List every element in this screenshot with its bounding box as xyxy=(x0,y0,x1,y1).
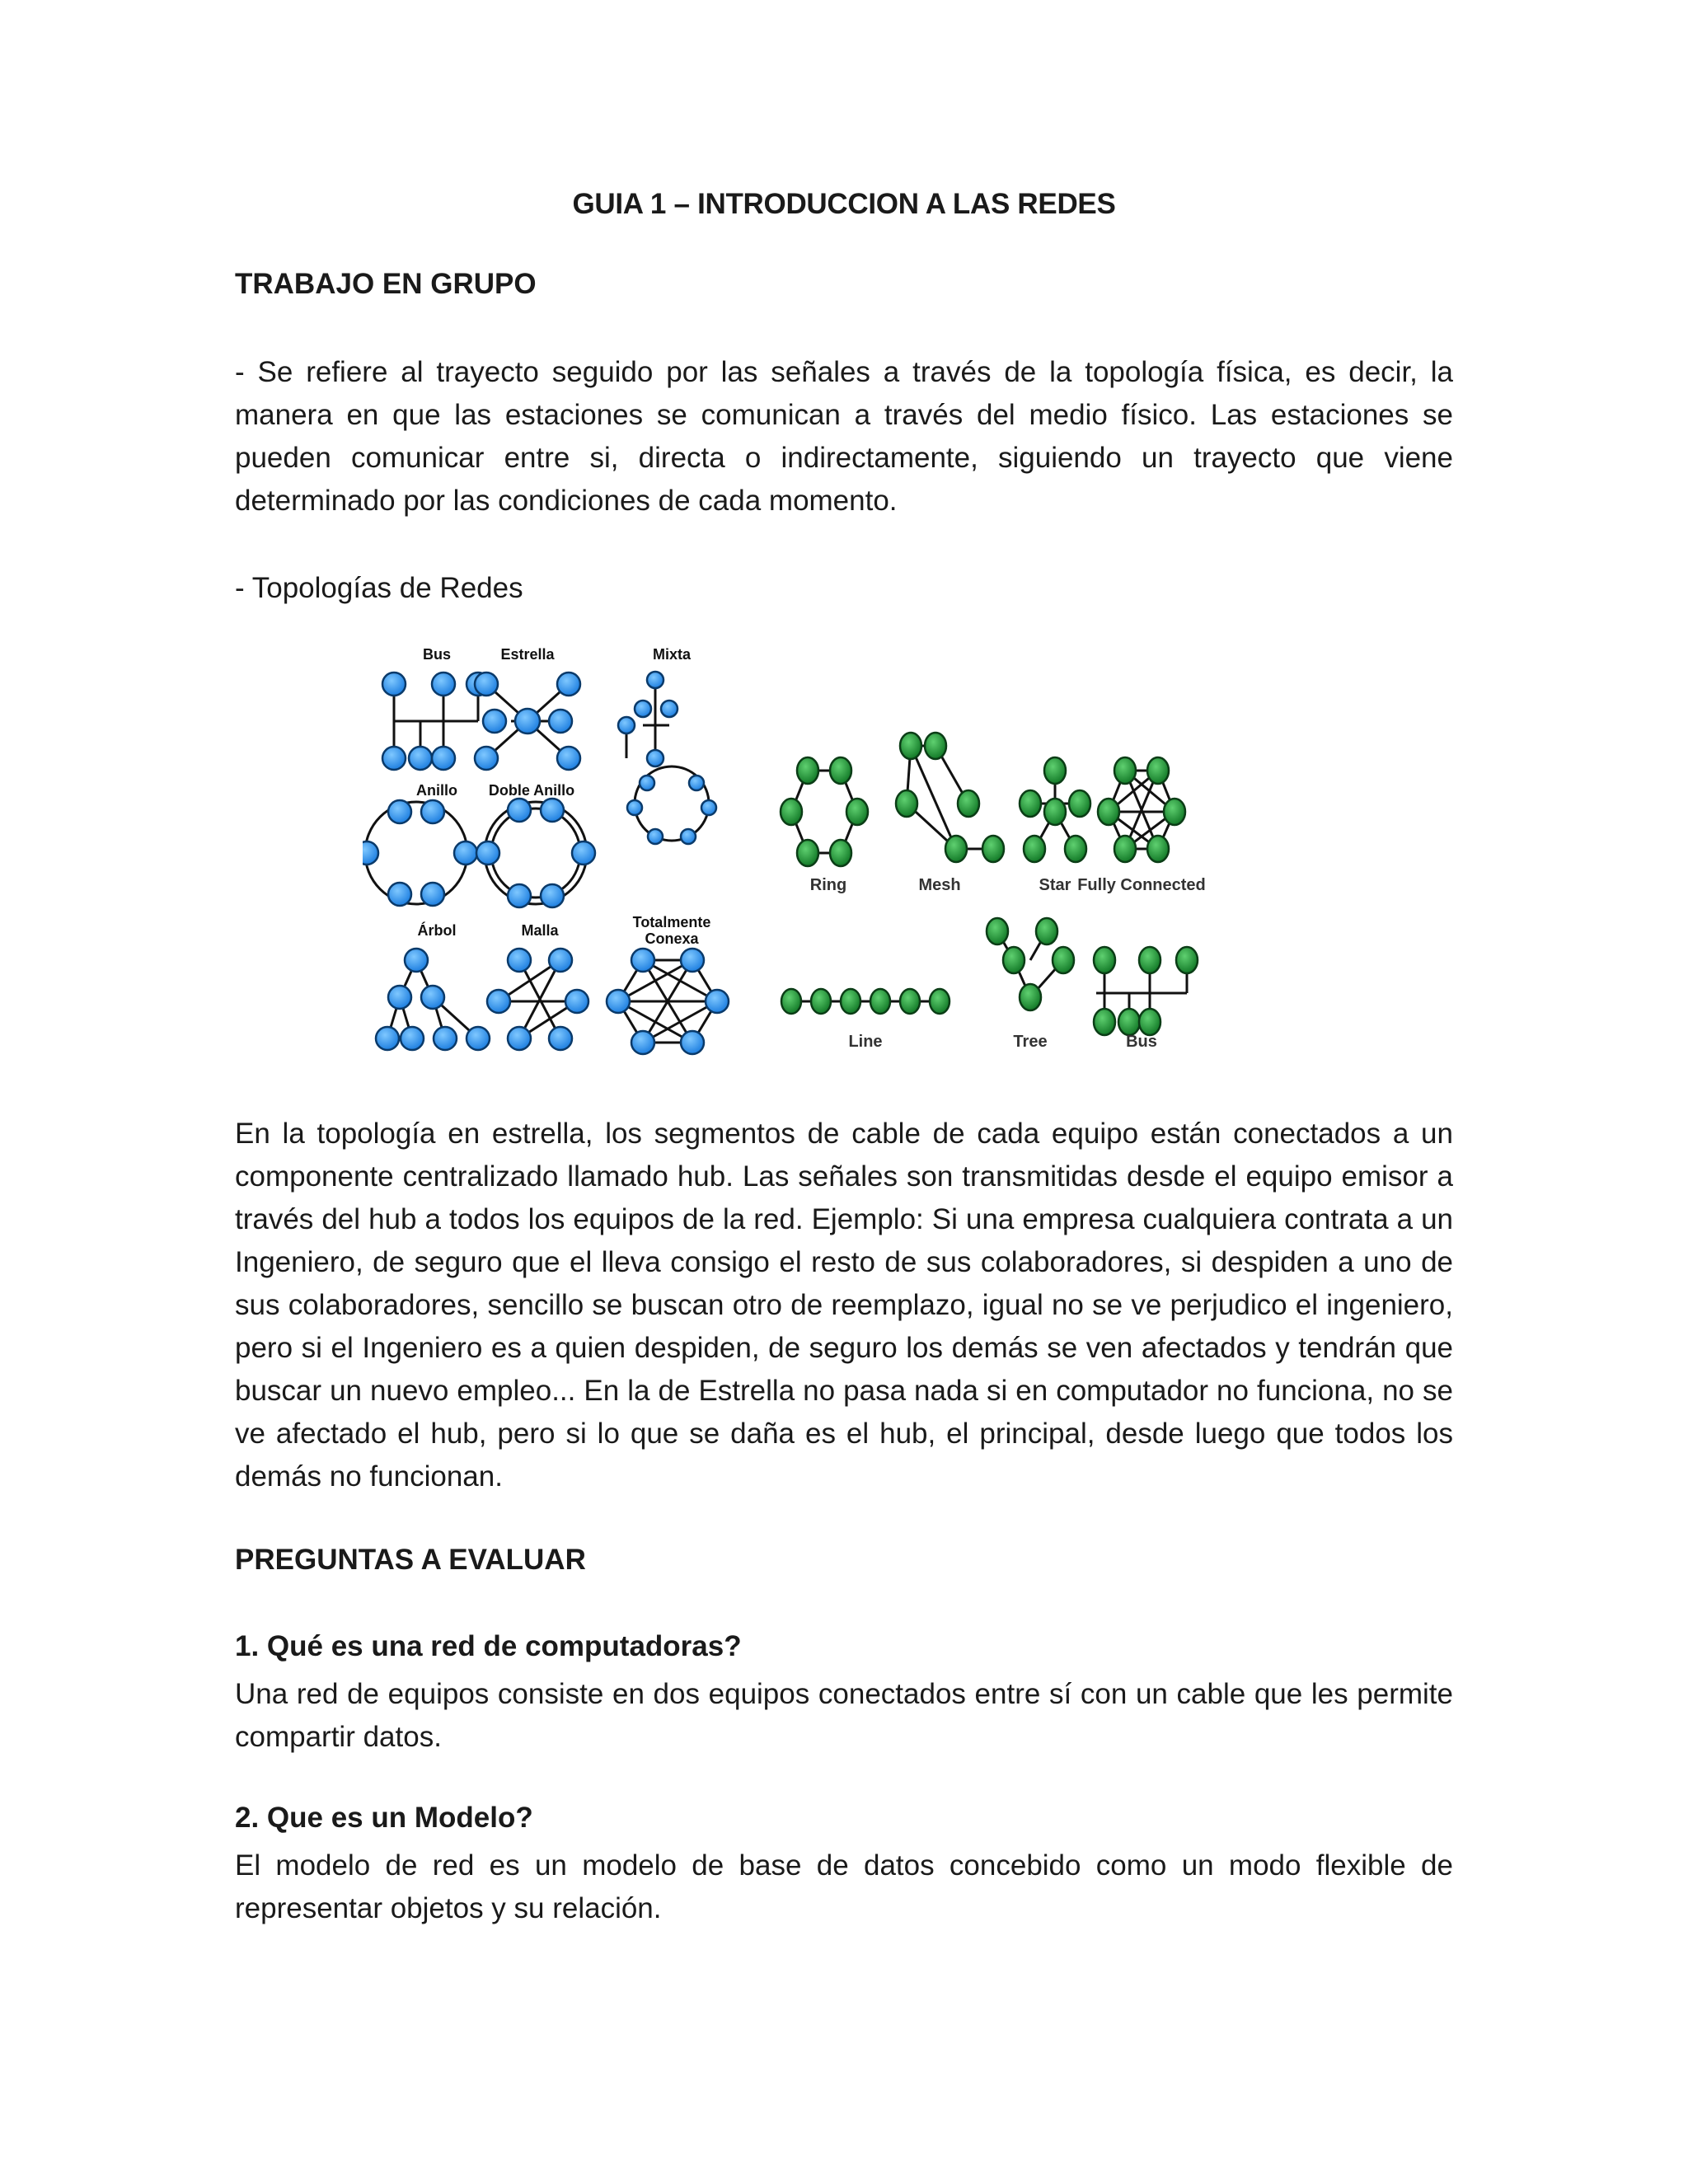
label-bus-es: Bus xyxy=(422,646,452,663)
label-fully-connected: Fully Connected xyxy=(1077,876,1206,894)
paragraph-definition: - Se refiere al trayecto seguido por las señales a través de la topología física, es decir, la manera en que las estaciones se comunican a través del medio físico. Las estaciones se pueden comunicar entre si, directa o indirectamente, siguiendo un trayecto que viene determinado por las condiciones de cada momento. xyxy=(235,356,1453,517)
label-estrella: Estrella xyxy=(500,646,555,663)
label-star: Star xyxy=(1039,876,1071,894)
page-title: GUIA 1 – INTRODUCCION A LAS REDES xyxy=(572,188,1116,220)
paragraph-star-topology: En la topología en estrella, los segmentos de cable de cada equipo están conectados a un componente centralizado llamado hub. Las señales son transmitidas desde el equipo emisor a través del hub a todos los equipos de la red. Ejemplo: Si una empresa cualquiera contrata a un Ingeniero, de seguro que el lleva consigo el resto de sus colaboradores, si despiden a uno de sus colaboradores, sencillo se buscan otro de reemplazo, igual no se ve perjudico el ingeniero, pero si el Ingeniero es a quien despiden, de seguro los demás se ven afectados y tendrán que buscar un nuevo empleo... En la de Estrella no pasa nada si en computador no funciona, no se ve afectado el hub, pero si lo que se daña es el hub, el principal, desde luego que todos los demás no funcionan. xyxy=(235,1118,1453,1493)
label-tree: Tree xyxy=(1013,1033,1048,1051)
section-heading-questions: PREGUNTAS A EVALUAR xyxy=(235,1544,586,1576)
label-totalmente: Totalmente xyxy=(632,914,711,930)
label-anillo: Anillo xyxy=(416,782,457,799)
label-mesh: Mesh xyxy=(918,876,961,894)
label-conexa: Conexa xyxy=(645,930,699,947)
question-2: 2. Que es un Modelo? xyxy=(235,1802,533,1834)
label-doble-anillo: Doble Anillo xyxy=(488,782,575,799)
label-line: Line xyxy=(848,1033,883,1051)
label-bus-en: Bus xyxy=(1126,1033,1157,1051)
label-mixta: Mixta xyxy=(652,646,692,663)
label-arbol: Árbol xyxy=(417,922,457,939)
topologies-figure xyxy=(363,635,1319,1071)
answer-1: Una red de equipos consiste en dos equipos conectados entre sí con un cable que les permite compartir datos. xyxy=(235,1678,1453,1753)
topologies-heading: - Topologías de Redes xyxy=(235,572,523,604)
section-heading-group: TRABAJO EN GRUPO xyxy=(235,268,537,300)
question-1: 1. Qué es una red de computadoras? xyxy=(235,1630,742,1662)
label-malla: Malla xyxy=(521,922,559,939)
answer-2: El modelo de red es un modelo de base de datos concebido como un modo flexible de representar objetos y su relación. xyxy=(235,1849,1453,1924)
label-ring: Ring xyxy=(809,876,847,894)
